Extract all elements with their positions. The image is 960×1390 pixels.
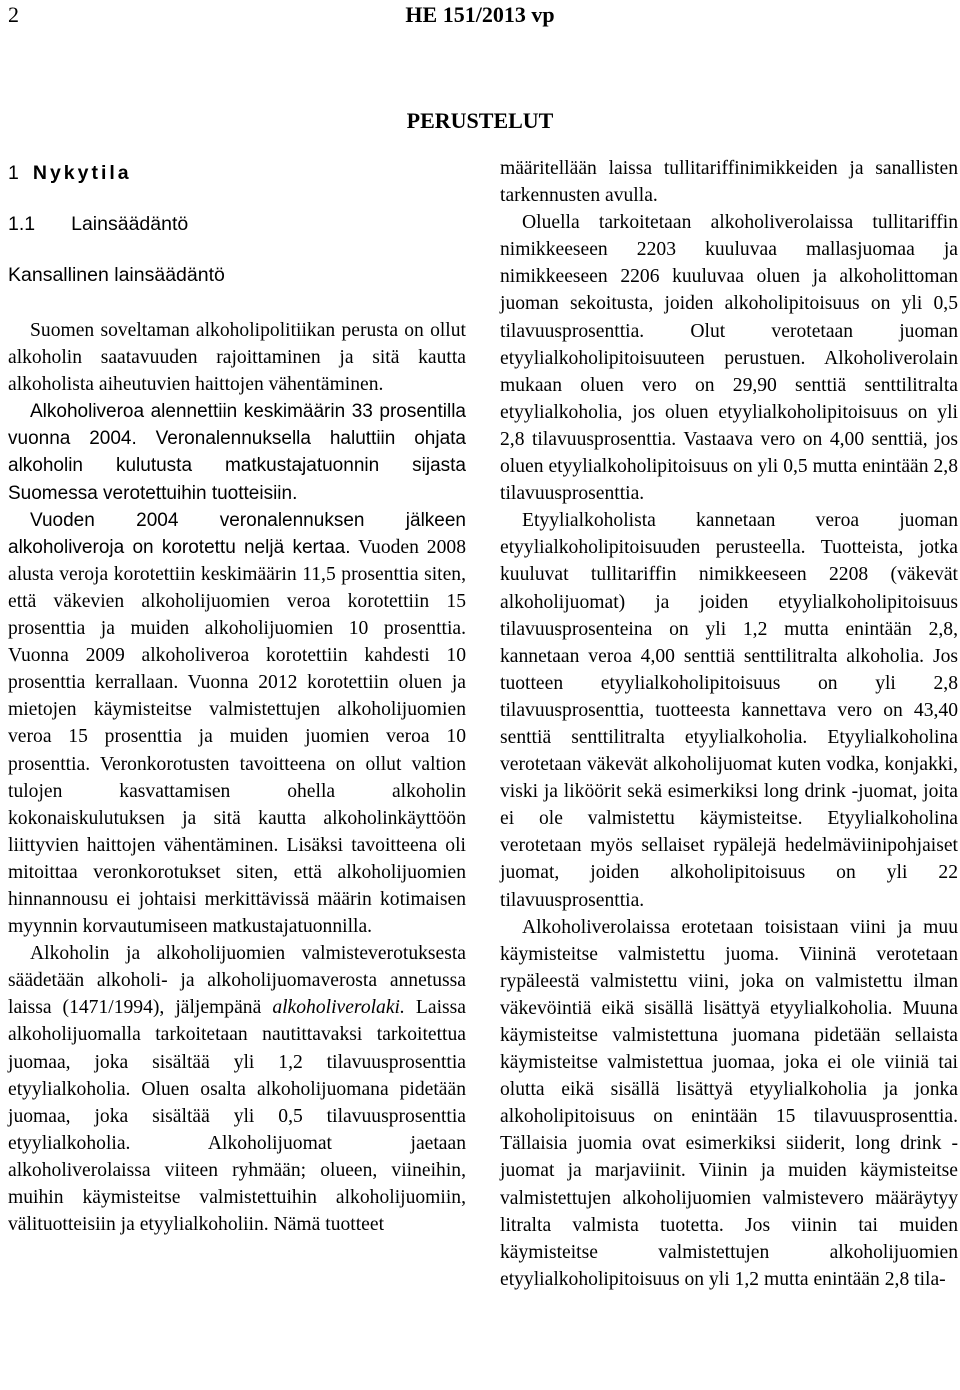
right-column <box>500 155 958 1293</box>
left-column <box>8 155 466 1238</box>
paragraph-lead-sentence: Vuoden 2004 veronalennuksen jälkeen alkoholiveroja on korotettu neljä kertaa. <box>8 509 466 558</box>
paragraph: Alkoholiveroa alennettiin keskimäärin 33 prosentilla vuonna 2004. Veronalennuksella haluttiin ohjata alkoholin kulutusta matkustajatuonnin sijasta Suomessa verotettuihin tuotteisiin. <box>8 401 466 504</box>
section-title: PERUSTELUT <box>406 108 554 133</box>
paragraph <box>8 507 466 941</box>
heading-level-2 <box>8 212 466 236</box>
paragraph: Oluella tarkoitetaan alkoholiverolaissa tullitariffin nimikkeeseen 2203 kuuluvaa mallasjuomaa ja nimikkeeseen 2206 kuuluvaa oluen ja alkoholittoman juoman sekoitusta, joiden alkoholipitoisuus on yli 0,5 tilavuusprosenttia. Olut verotetaan juoman etyylialkoholipitoisuuteen perustuen. Alkoholiverolain mukaan oluen vero on 29,90 senttiä senttilitralta etyylialkoholia, jos oluen etyylialkoholipitoisuus on yli 2,8 tilavuusprosenttia. Vastaava vero on 4,00 senttiä, jos oluen etyylialkoholipitoisuus on yli 0,5 mutta enintään 2,8 tilavuusprosenttia. <box>500 212 958 505</box>
page-number: 2 <box>8 2 19 27</box>
paragraph-text-end: Laissa alkoholijuomalla tarkoitetaan nautittavaksi tarkoitettua juomaa, joka sisältää yli 1,2 tilavuusprosenttia etyylialkoholia. Oluen osalta alkoholijuomana pidetään juomaa, joka sisältää yli 0,5 tilavuusprosenttia etyylialkoholia. Alkoholijuomat jaetaan alkoholiverolaissa viiteen ryhmään; olueen, viineihin, muihin käymisteitse valmistettuihin alkoholijuomiin, välituotteisiin ja etyylialkoholiin. Nämä tuotteet <box>8 997 466 1236</box>
heading-2-number: 1.1 <box>8 213 36 235</box>
heading-level-1 <box>8 161 466 185</box>
paragraph: Suomen soveltaman alkoholipolitiikan perusta on ollut alkoholin saatavuuden rajoittaminen ja sitä kautta alkoholista aiheutuvien haittojen vähentäminen. <box>8 320 466 396</box>
paragraph <box>8 940 466 1238</box>
heading-level-3: Kansallinen lainsäädäntö <box>8 264 225 286</box>
italic-term: alkoholiverolaki. <box>272 997 405 1019</box>
paragraph-continued: määritellään laissa tullitariffinimikkeiden ja sanallisten tarkennusten avulla. <box>500 158 958 207</box>
heading-1-number: 1 <box>8 162 19 184</box>
paragraph-text-start: Alkoholin ja alkoholijuomien valmisteverotuksesta säädetään alkoholi- ja alkoholijuomaverosta annetussa laissa (1471/1994), jäljempänä <box>8 943 466 1019</box>
paragraph: Alkoholiverolaissa erotetaan toisistaan viini ja muu käymisteitse valmistettu juoma. Viininä verotetaan rypäleestä valmistettu viini, joka on valmistettu ilman väkevöintiä eikä sisällä lisättyä etyylialkoholia. Muuna käymisteitse valmistettuna juomana pidetään sellaista käymisteitse valmistettua juomaa, joka ei ole viiniä tai olutta eikä sisällä lisättyä etyylialkoholia ja jonka alkoholipitoisuus on enintään 15 tilavuusprosenttia. Tällaisia juomia ovat esimerkiksi siiderit, long drink -juomat ja marjaviinit. Viinin ja muiden käymisteitse valmistettujen alkoholijuomien valmistevero määräytyy litralta valmista tuotetta. Jos viinin tai muiden käymisteitse valmistettujen alkoholijuomien etyylialkoholipitoisuus on yli 1,2 mutta enintään 2,8 tila- <box>500 916 958 1290</box>
heading-1-text: Nykytila <box>32 162 132 184</box>
paragraph-continuation: Vuoden 2008 alusta veroja korotettiin keskimäärin 11,5 prosenttia siten, että väkevien alkoholijuomien veroa korotettiin 15 prosenttia ja muiden alkoholijuomien 10 prosenttia. Vuonna 2009 alkoholiveroa korotettiin kahdesti 10 prosenttia kerrallaan. Vuonna 2012 korotettiin oluen ja mietojen käymisteitse valmistettujen alkoholijuomien veroa 15 prosenttia ja muiden juomien veroa 10 prosenttia. Veronkorotusten tavoitteena on ollut valtion tulojen kasvattamisen ohella alkoholin kokonaiskulutuksen ja sitä kautta alkoholinkäyttöön liittyvien haittojen vähentäminen. Lisäksi tavoitteena oli mitoittaa veronkorotukset siten, että alkoholijuomien hinnannousu ei johtaisi merkittävissä määrin kotimaisen myynnin korvautumiseen matkustajatuonnilla. <box>8 536 466 938</box>
paragraph: Etyylialkoholista kannetaan veroa juoman etyylialkoholipitoisuuden perusteella. Tuotteista, jotka kuuluvat tullitariffin nimikkeeseen 2208 (väkevät alkoholijuomat) ja joiden etyylialkoholipitoisuus tilavuusprosenteina on yli 1,2 mutta enintään 2,8, kannetaan veroa 4,00 senttiä senttilitralta alkoholia. Jos tuotteen etyylialkoholipitoisuus on yli 2,8 tilavuusprosenttia, tuotteesta kannettava vero on 43,40 senttiä senttilitralta etyylialkoholia. Etyylialkoholina verotetaan väkevät alkoholijuomat kuten vodka, konjakki, viski ja liköörit sekä esimerkiksi long drink -juomat, joita ei ole valmistettu käymisteitse. Etyylialkoholina verotetaan myös sellaiset rypälejä hedelmäviinipohjaiset juomat, joiden alkoholipitoisuus on yli 22 tilavuusprosenttia. <box>500 510 958 911</box>
heading-2-text: Lainsäädäntö <box>71 213 189 235</box>
document-identifier: HE 151/2013 vp <box>405 2 555 27</box>
